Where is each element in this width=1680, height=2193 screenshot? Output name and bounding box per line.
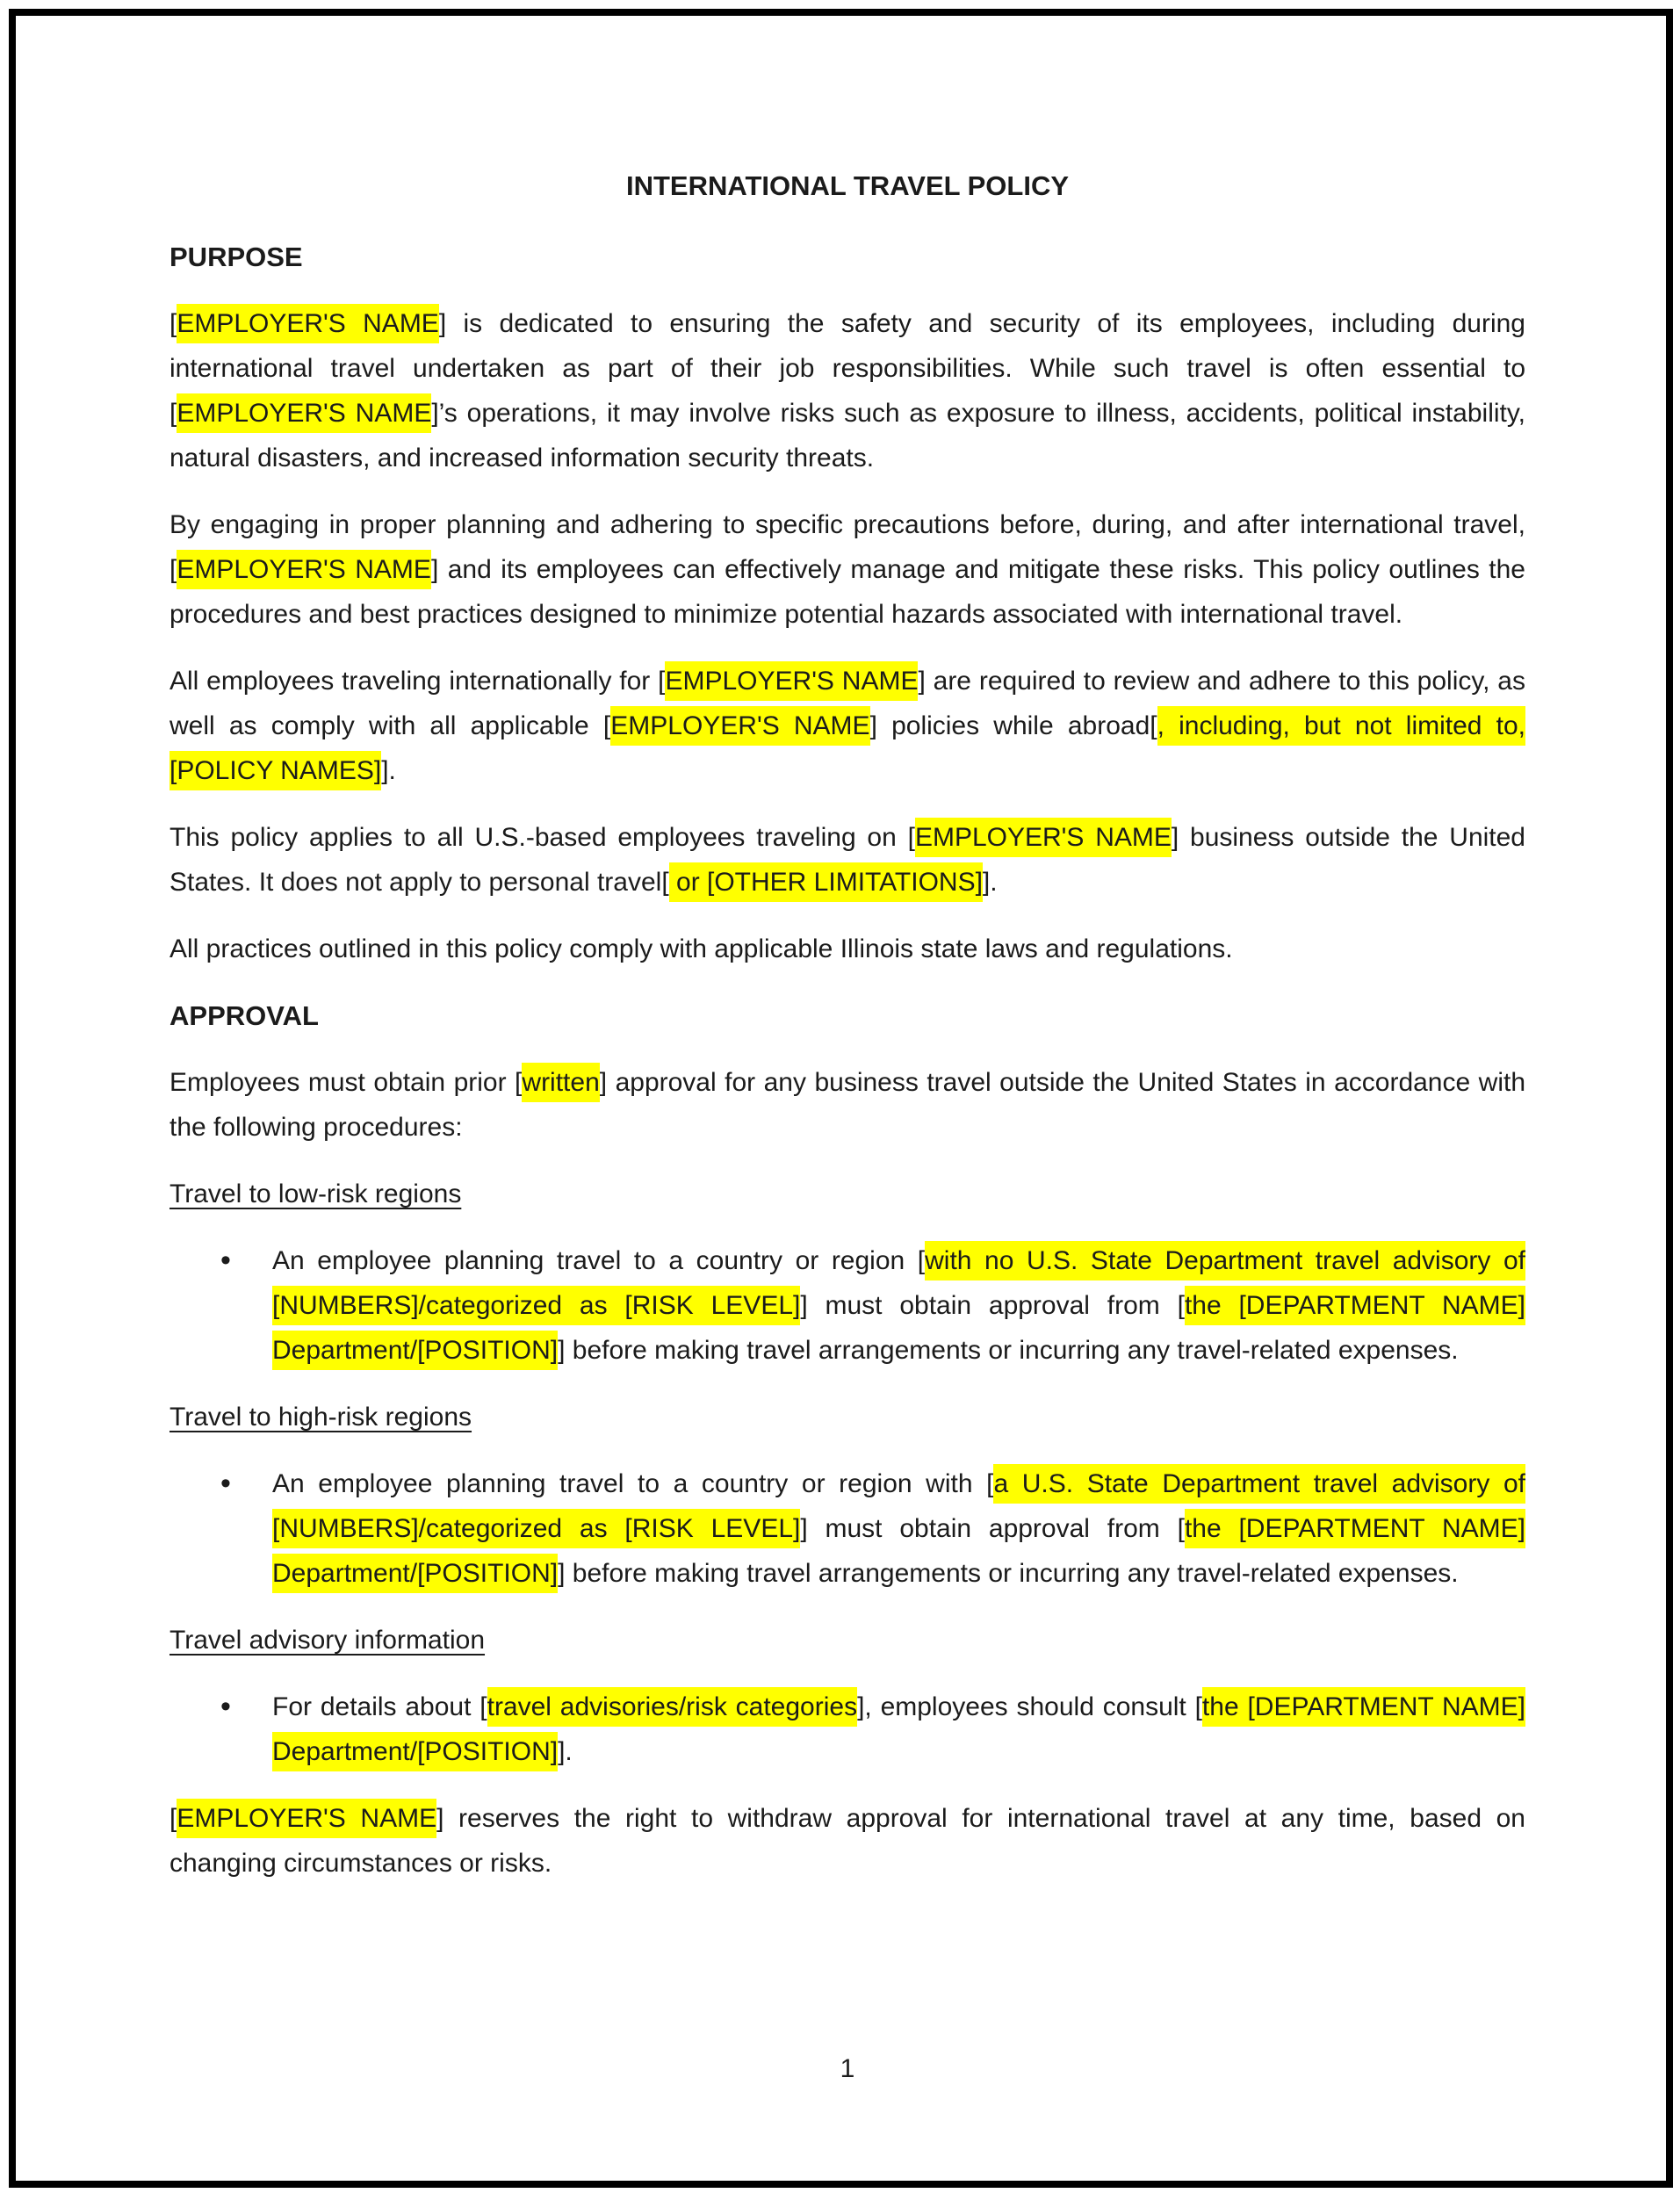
placeholder-highlight: EMPLOYER'S NAME (915, 818, 1172, 857)
section-heading-purpose: PURPOSE (169, 242, 303, 272)
page-number: 1 (840, 2054, 855, 2083)
text-run: All employees traveling internationally for [ (169, 667, 666, 696)
document-content (169, 163, 1525, 1908)
bullet-item-advisory-info (169, 1684, 1525, 1774)
placeholder-highlight: EMPLOYER'S NAME (610, 706, 869, 746)
document-title: INTERNATIONAL TRAVEL POLICY (625, 170, 1070, 201)
text-run: ] policies while abroad[ (869, 711, 1157, 740)
text-run: ] before making travel arrangements or incurring any travel-related expenses. (558, 1336, 1459, 1365)
paragraph-purpose-3 (169, 659, 1525, 793)
text-run: By engaging in proper planning and adhering to specific precautions before, during, and after international travel, [ (169, 510, 1525, 584)
subheading-advisory-info: Travel advisory information (169, 1626, 486, 1655)
placeholder-highlight: a U.S. State Department travel advisory of [NUMBERS]/categorized as [RISK LEVEL] (272, 1464, 1525, 1548)
text-run: ] reserves the right to withdraw approval for international travel at any time, based on changing circumstances or risks. (169, 1804, 1525, 1878)
placeholder-highlight: with no U.S. State Department travel advisory of [NUMBERS]/categorized as [RISK LEVEL] (272, 1241, 1525, 1325)
placeholder-highlight: EMPLOYER'S NAME (177, 304, 438, 343)
placeholder-highlight: travel advisories/risk categories (487, 1687, 857, 1727)
text-run: [ (169, 309, 177, 338)
text-run: ] is dedicated to ensuring the safety and security of its employees, including during international travel undertaken as part of their job responsibilities. While such travel is often essential to [ (169, 309, 1525, 428)
bullet-item-low-risk (169, 1238, 1525, 1373)
text-run: Employees must obtain prior [ (169, 1068, 523, 1097)
paragraph-approval-intro (169, 1060, 1525, 1150)
text-run: ], employees should consult [ (857, 1692, 1202, 1721)
text-run: This policy applies to all U.S.-based employees traveling on [ (169, 823, 915, 852)
placeholder-highlight: the [DEPARTMENT NAME] Department/[POSITION] (272, 1509, 1525, 1593)
bullet-item-high-risk (169, 1461, 1525, 1596)
paragraph-withdraw-approval (169, 1796, 1525, 1886)
section-heading-approval: APPROVAL (169, 1000, 319, 1031)
placeholder-highlight: EMPLOYER'S NAME (177, 393, 431, 433)
placeholder-highlight: or [OTHER LIMITATIONS] (669, 862, 983, 902)
placeholder-highlight: the [DEPARTMENT NAME] Department/[POSITION] (272, 1286, 1525, 1370)
paragraph-purpose-4 (169, 815, 1525, 905)
placeholder-highlight: , including, but not limited to, [POLICY NAMES] (169, 706, 1525, 790)
text-run: All practices outlined in this policy comply with applicable Illinois state laws and regulations. (169, 934, 1233, 963)
subheading-low-risk: Travel to low-risk regions (169, 1179, 462, 1208)
text-run: ]’s operations, it may involve risks such as exposure to illness, accidents, political instability, natural disasters, and increased information security threats. (169, 399, 1525, 473)
paragraph-purpose-5 (169, 927, 1525, 971)
paragraph-purpose-2 (169, 502, 1525, 637)
text-run: An employee planning travel to a country or region [ (272, 1246, 926, 1275)
text-run: ] must obtain approval from [ (800, 1514, 1185, 1543)
placeholder-highlight: EMPLOYER'S NAME (177, 1799, 436, 1838)
subheading-high-risk: Travel to high-risk regions (169, 1403, 472, 1432)
placeholder-highlight: EMPLOYER'S NAME (177, 550, 431, 589)
text-run: ] and its employees can effectively manage and mitigate these risks. This policy outlines the procedures and best practices designed to minimize potential hazards associated with international travel. (169, 555, 1525, 629)
text-run: ] must obtain approval from [ (800, 1291, 1185, 1320)
text-run: ]. (381, 756, 396, 785)
placeholder-highlight: written (522, 1063, 599, 1102)
text-run: ]. (982, 868, 998, 897)
placeholder-highlight: EMPLOYER'S NAME (665, 661, 918, 701)
text-run: [ (169, 1804, 177, 1833)
placeholder-highlight: the [DEPARTMENT NAME] Department/[POSITION] (272, 1687, 1525, 1771)
text-run: ] approval for any business travel outside the United States in accordance with the following procedures: (169, 1068, 1525, 1142)
text-run: ] are required to review and adhere to this policy, as well as comply with all applicable [ (169, 667, 1525, 740)
text-run: ] business outside the United States. It does not apply to personal travel[ (169, 823, 1525, 897)
text-run: ] before making travel arrangements or incurring any travel-related expenses. (558, 1559, 1459, 1588)
text-run: An employee planning travel to a country or region with [ (272, 1469, 994, 1498)
text-run: For details about [ (272, 1692, 487, 1721)
text-run: ]. (558, 1737, 573, 1766)
paragraph-purpose-1 (169, 301, 1525, 480)
